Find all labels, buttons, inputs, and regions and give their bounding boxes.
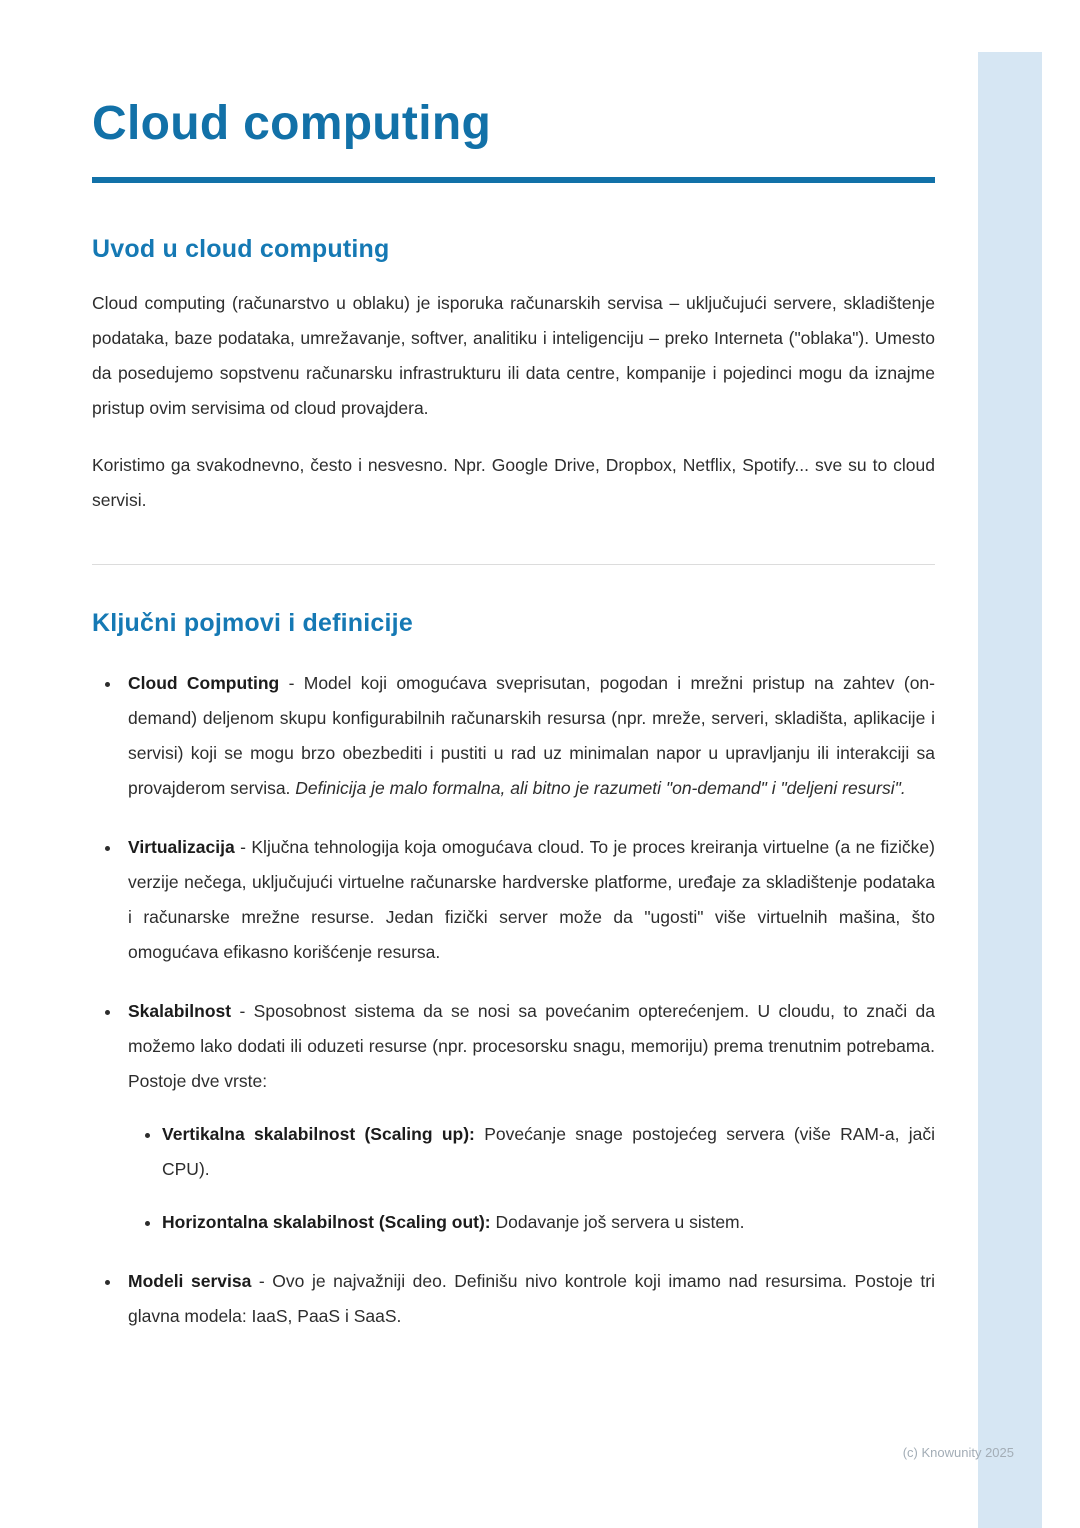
term-description: - Sposobnost sistema da se nosi sa povećanim opterećenjem. U cloudu, to znači da možemo lako dodati ili oduzeti resurse (npr. procesorsku snagu, memoriju) prema trenutnim potrebama. Postoje dve vrste:: [128, 1001, 935, 1091]
list-item-virtualizacija: [122, 830, 935, 970]
term-label: Vertikalna skalabilnost (Scaling up):: [162, 1124, 475, 1144]
intro-paragraph-2: Koristimo ga svakodnevno, često i nesvesno. Npr. Google Drive, Dropbox, Netflix, Spotify... sve su to cloud servisi.: [92, 455, 935, 510]
page-accent-stripe: [978, 52, 1042, 1528]
list-item-vertikalna: [162, 1117, 935, 1187]
document-content: [92, 0, 935, 1358]
list-item-modeli-servisa: [122, 1264, 935, 1334]
term-description: - Ključna tehnologija koja omogućava cloud. To je proces kreiranja virtuelne (a ne fizičke) verzije nečega, uključujući virtuelne računarske hardverske platforme, uređaje za skladištenje podataka i računarske mrežne resurse. Jedan fizički server može da "ugosti" više virtuelnih mašina, što omogućava efikasno korišćenje resursa.: [128, 837, 935, 962]
section-divider: [92, 564, 935, 565]
page-title: Cloud computing: [92, 97, 492, 150]
term-label: Modeli servisa: [128, 1271, 252, 1291]
scalability-sublist: [128, 1117, 935, 1240]
title-underline-rule: [92, 177, 935, 183]
definitions-list: [92, 666, 935, 1334]
section-heading-uvod: Uvod u cloud computing: [92, 235, 390, 263]
term-label: Skalabilnost: [128, 1001, 232, 1021]
intro-paragraph-1: Cloud computing (računarstvo u oblaku) je isporuka računarskih servisa – uključujući servere, skladištenje podataka, baze podataka, umrežavanje, softver, analitiku i inteligenciju – preko Interneta ("oblaka"). Umesto da posedujemo sopstvenu računarsku infrastrukturu ili data centre, kompanije i pojedinci mogu da iznajme pristup ovim servisima od cloud provajdera.: [92, 293, 935, 418]
list-item-skalabilnost: [122, 994, 935, 1240]
copyright-watermark: (c) Knowunity 2025: [902, 1445, 1014, 1460]
term-description: - Ovo je najvažniji deo. Definišu nivo kontrole koji imamo nad resursima. Postoje tri glavna modela: IaaS, PaaS i SaaS.: [128, 1271, 935, 1326]
list-item-horizontalna: [162, 1205, 935, 1240]
term-description: - Model koji omogućava sveprisutan, pogodan i mrežni pristup na zahtev (on-demand) deljenom skupu konfigurabilnih računarskih resursa (npr. mreže, serveri, skladišta, aplikacije i servisi) koji se mogu brzo obezbediti i pustiti u rad uz minimalan napor u upravljanju ili interakciji sa provajderom servisa.: [128, 673, 935, 798]
list-item-cloud-computing: [122, 666, 935, 806]
section-heading-pojmovi: Ključni pojmovi i definicije: [92, 609, 413, 637]
term-label: Horizontalna skalabilnost (Scaling out):: [162, 1212, 491, 1232]
term-label: Virtualizacija: [128, 837, 235, 857]
term-note-italic: Definicija je malo formalna, ali bitno je razumeti "on-demand" i "deljeni resursi".: [295, 778, 906, 798]
term-description: Dodavanje još servera u sistem.: [490, 1212, 745, 1232]
term-label: Cloud Computing: [128, 673, 280, 693]
term-description: Povećanje snage postojećeg servera (više RAM-a, jači CPU).: [162, 1124, 935, 1179]
